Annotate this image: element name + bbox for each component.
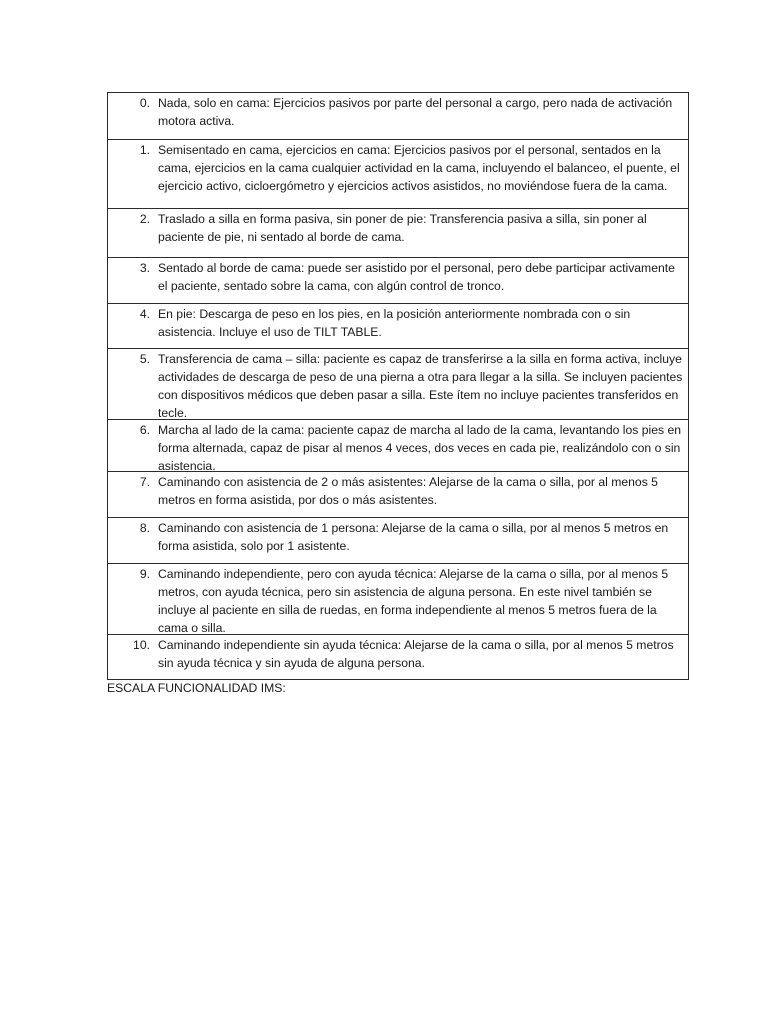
functional-scale-table <box>107 92 689 680</box>
table-row <box>108 348 688 419</box>
row-number: 4. <box>139 307 150 321</box>
row-description: Caminando con asistencia de 1 persona: Alejarse de la cama o silla, por al menos 5 metros en forma asistida, solo por 1 asistente. <box>158 521 669 553</box>
row-number: 3. <box>139 261 150 275</box>
row-description: Sentado al borde de cama: puede ser asistido por el personal, pero debe participar activamente el paciente, sentado sobre la cama, con algún control de tronco. <box>158 261 675 293</box>
row-description: Transferencia de cama – silla: paciente es capaz de transferirse a la silla en forma activa, incluye actividades de descarga de peso de una pierna a otra para llegar a la silla. Se incluyen pacientes con dispositivos médicos que deben pasar a silla. Este ítem no incluye pacientes transferidos en tecle. <box>158 352 683 420</box>
table-row <box>108 208 688 257</box>
row-number: 10. <box>133 638 150 652</box>
row-description: Nada, solo en cama: Ejercicios pasivos por parte del personal a cargo, pero nada de activación motora activa. <box>158 96 673 128</box>
row-number: 2. <box>139 212 150 226</box>
table-row <box>108 93 688 139</box>
row-description: Caminando independiente sin ayuda técnica: Alejarse de la cama o silla, por al menos 5 metros sin ayuda técnica y sin ayuda de alguna persona. <box>158 638 674 670</box>
table-row <box>108 303 688 348</box>
row-description: Marcha al lado de la cama: paciente capaz de marcha al lado de la cama, levantando los pies en forma alternada, capaz de pisar al menos 4 veces, dos veces en cada pie, realizándolo con o sin asistencia. <box>158 423 682 473</box>
table-row <box>108 257 688 303</box>
row-number: 7. <box>139 475 150 489</box>
row-number: 1. <box>139 143 150 157</box>
row-number: 0. <box>139 96 150 110</box>
table-row <box>108 563 688 634</box>
row-description: Caminando con asistencia de 2 o más asistentes: Alejarse de la cama o silla, por al menos 5 metros en forma asistida, por dos o más asistentes. <box>158 475 658 507</box>
row-number: 8. <box>139 521 150 535</box>
row-description: Caminando independiente, pero con ayuda técnica: Alejarse de la cama o silla, por al menos 5 metros, con ayuda técnica, pero sin asistencia de alguna persona. En este nivel también se incluye al paciente en silla de ruedas, en forma independiente al menos 5 metros fuera de la cama o silla. <box>158 567 669 635</box>
row-number: 5. <box>139 352 150 366</box>
row-number: 6. <box>139 423 150 437</box>
table-row <box>108 471 688 517</box>
table-row <box>108 139 688 208</box>
table-row <box>108 634 688 679</box>
row-description: Semisentado en cama, ejercicios en cama: Ejercicios pasivos por el personal, sentados en la cama, ejercicios en la cama cualquier actividad en la cama, incluyendo el balanceo, el puente, el ejercicio activo, cicloergómetro y ejercicios activos asistidos, no moviéndose fuera de la cama. <box>158 143 680 193</box>
table-row <box>108 419 688 471</box>
row-number: 9. <box>139 567 150 581</box>
table-row <box>108 517 688 563</box>
row-description: En pie: Descarga de peso en los pies, en la posición anteriormente nombrada con o sin asistencia. Incluye el uso de TILT TABLE. <box>158 307 631 339</box>
row-description: Traslado a silla en forma pasiva, sin poner de pie: Transferencia pasiva a silla, sin poner al paciente de pie, ni sentado al borde de cama. <box>158 212 647 244</box>
table-caption: ESCALA FUNCIONALIDAD IMS: <box>107 681 286 695</box>
